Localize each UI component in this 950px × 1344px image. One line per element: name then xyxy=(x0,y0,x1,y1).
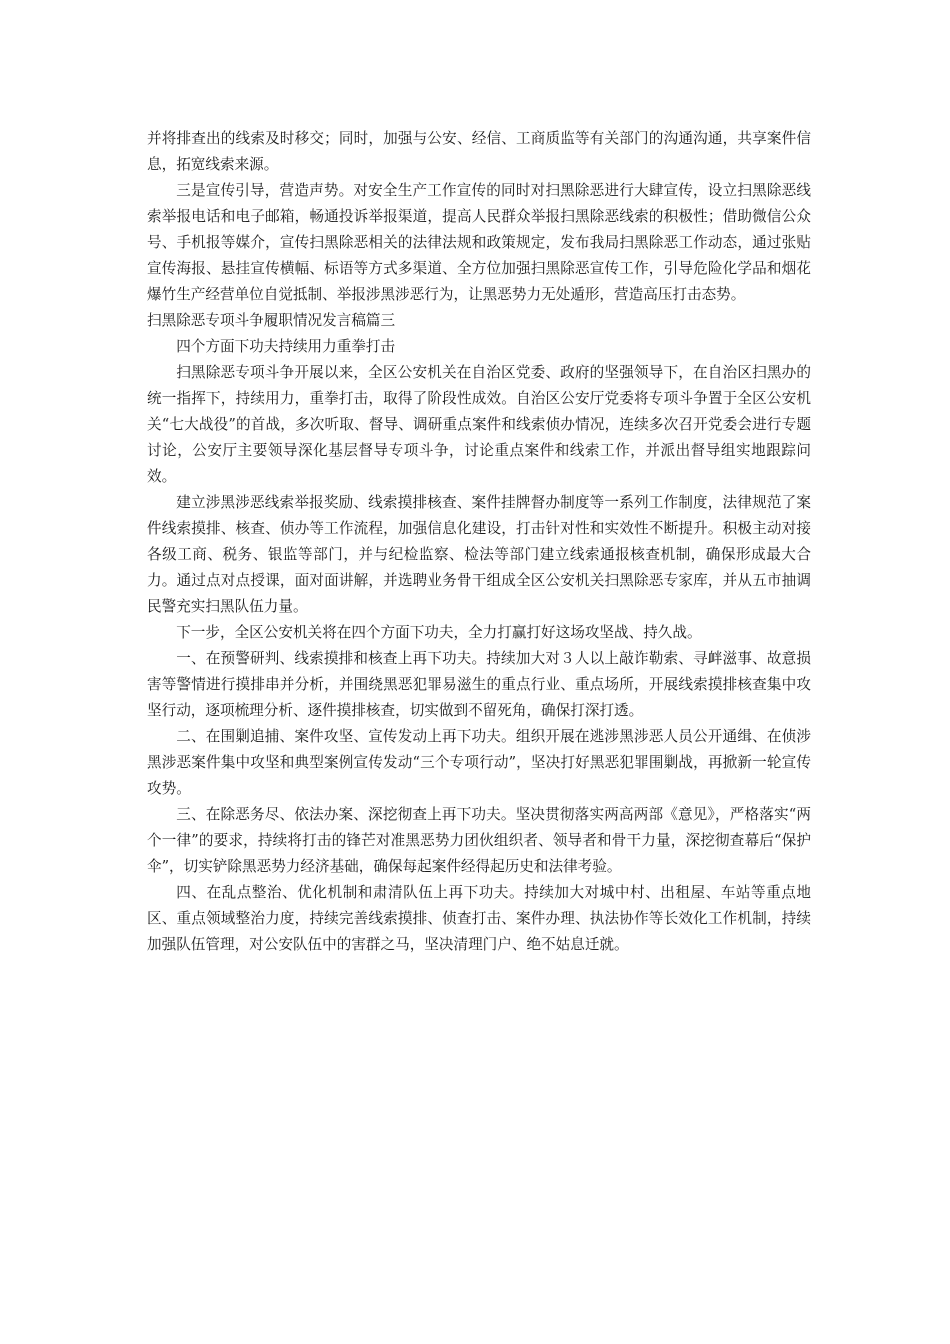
paragraph-continuation: 并将排查出的线索及时移交；同时，加强与公安、经信、工商质监等有关部门的沟通沟通，共享案件信息，拓宽线索来源。 xyxy=(147,130,811,173)
paragraph-mechanisms: 建立涉黑涉恶线索举报奖励、线索摸排核查、案件挂牌督办制度等一系列工作制度，法律规范了案件线索摸排、核查、侦办等工作流程，加强信息化建设，打击针对性和实效性不断提升。积极主动对接各级工商、税务、银监等部门，并与纪检监察、检法等部门建立线索通报核查机制，确保形成最大合力。通过点对点授课，面对面讲解，并选聘业务骨干组成全区公安机关扫黑除恶专家库，并从五市抽调民警充实扫黑队伍力量。 xyxy=(147,494,811,615)
paragraph-point-three: 三、在除恶务尽、依法办案、深挖彻查上再下功夫。坚决贯彻落实两高两部《意见》，严格落实“两个一律”的要求，持续将打击的锋芒对准黑恶势力团伙组织者、领导者和骨干力量，深挖彻查幕后“保护伞”，切实铲除黑恶势力经济基础，确保每起案件经得起历史和法律考验。 xyxy=(147,806,811,875)
paragraph-point-four: 四、在乱点整治、优化机制和肃清队伍上再下功夫。持续加大对城中村、出租屋、车站等重点地区、重点领域整治力度，持续完善线索摸排、侦查打击、案件办理、执法协作等长效化工作机制，持续加强队伍管理，对公安队伍中的害群之马，坚决清理门户、绝不姑息迁就。 xyxy=(147,884,811,953)
paragraph-point-one: 一、在预警研判、线索摸排和核查上再下功夫。持续加大对３人以上敲诈勒索、寻衅滋事、故意损害等警情进行摸排串并分析，并围绕黑恶犯罪易滋生的重点行业、重点场所，开展线索摸排核查集中攻坚行动，逐项梳理分析、逐件摸排核查，切实做到不留死角，确保打深打透。 xyxy=(147,650,811,719)
section-subtitle: 四个方面下功夫持续用力重拳打击 xyxy=(176,338,396,355)
paragraph-next-step: 下一步，全区公安机关将在四个方面下功夫，全力打赢打好这场攻坚战、持久战。 xyxy=(176,624,702,641)
document-body xyxy=(147,126,811,958)
section-heading: 扫黑除恶专项斗争履职情况发言稿篇三 xyxy=(147,312,396,329)
paragraph-overview: 扫黑除恶专项斗争开展以来，全区公安机关在自治区党委、政府的坚强领导下，在自治区扫黑办的统一指挥下，持续用力，重拳打击，取得了阶段性成效。自治区公安厅党委将专项斗争置于全区公安机关“七大战役”的首战，多次听取、督导、调研重点案件和线索侦办情况，连续多次召开党委会进行专题讨论，公安厅主要领导深化基层督导专项斗争，讨论重点案件和线索工作，并派出督导组实地跟踪问效。 xyxy=(147,364,811,485)
paragraph-point-two: 二、在围剿追捕、案件攻坚、宣传发动上再下功夫。组织开展在逃涉黑涉恶人员公开通缉、在侦涉黑涉恶案件集中攻坚和典型案例宣传发动“三个专项行动”，坚决打好黑恶犯罪围剿战，再掀新一轮宣传攻势。 xyxy=(147,728,811,797)
paragraph-publicity: 三是宣传引导，营造声势。对安全生产工作宣传的同时对扫黑除恶进行大肆宣传，设立扫黑除恶线索举报电话和电子邮箱，畅通投诉举报渠道，提高人民群众举报扫黑除恶线索的积极性；借助微信公众号、手机报等媒介，宣传扫黑除恶相关的法律法规和政策规定，发布我局扫黑除恶工作动态，通过张贴宣传海报、悬挂宣传横幅、标语等方式多渠道、全方位加强扫黑除恶宣传工作，引导危险化学品和烟花爆竹生产经营单位自觉抵制、举报涉黑涉恶行为，让黑恶势力无处遁形，营造高压打击态势。 xyxy=(147,182,811,303)
